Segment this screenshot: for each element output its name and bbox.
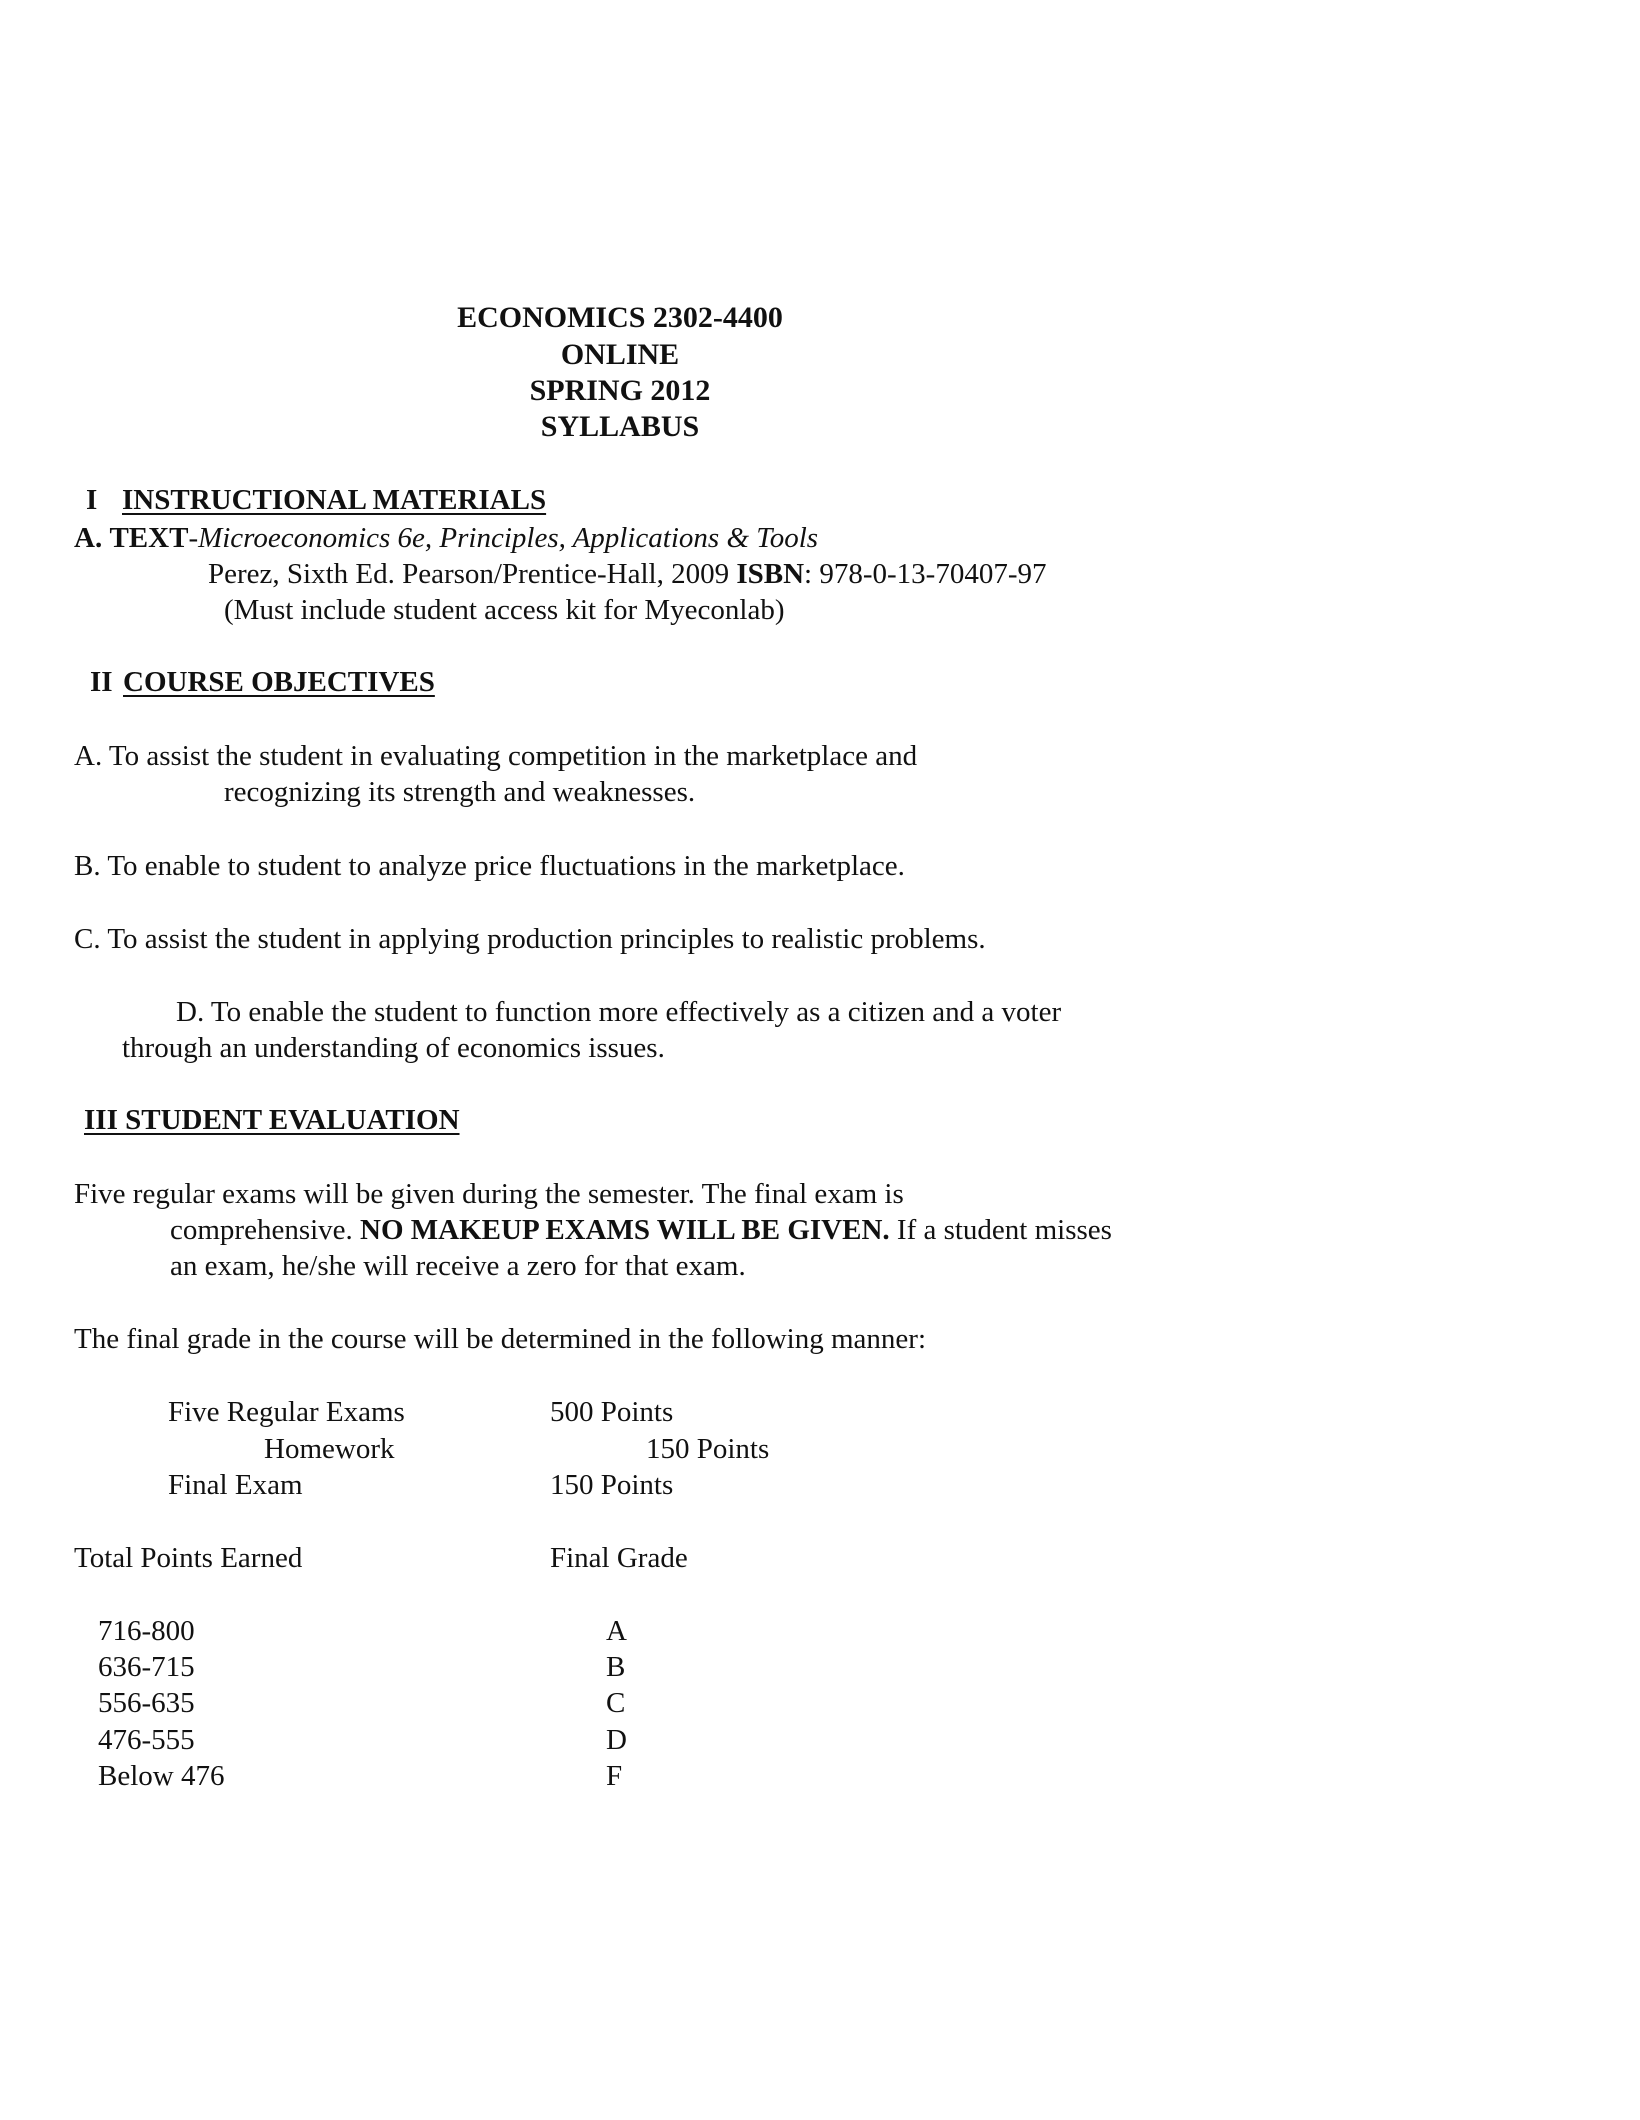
objective-a-line2: recognizing its strength and weaknesses. (224, 776, 696, 808)
scale-header-points: Total Points Earned (74, 1542, 303, 1574)
textbook-line (74, 520, 818, 556)
scale-grade: F (606, 1760, 623, 1792)
textbook-item-label: A. (74, 522, 103, 554)
section-1-numeral: I (86, 484, 98, 516)
scale-range: 556-635 (98, 1687, 195, 1719)
section-3-heading: III STUDENT EVALUATION (84, 1104, 460, 1136)
exam-policy-line1: Five regular exams will be given during the semester. The final exam is (74, 1178, 904, 1210)
course-title: ECONOMICS 2302-4400 (457, 301, 783, 334)
scale-grade: D (606, 1724, 627, 1756)
scale-grade: B (606, 1651, 626, 1683)
exam-policy-line3: an exam, he/she will receive a zero for that exam. (170, 1250, 746, 1282)
scale-range: Below 476 (98, 1760, 225, 1792)
isbn-label: ISBN (736, 558, 805, 590)
component-name: Final Exam (168, 1469, 303, 1501)
exam-policy-text-a: comprehensive. (170, 1214, 361, 1246)
exam-policy-line2 (170, 1212, 1112, 1248)
objective-d-line1: D. To enable the student to function more effectively as a citizen and a voter (176, 996, 1062, 1028)
component-name: Five Regular Exams (168, 1396, 405, 1428)
section-1-heading: INSTRUCTIONAL MATERIALS (122, 484, 547, 516)
isbn-value: : 978-0-13-70407-97 (804, 558, 1047, 590)
objective-a-line1: A. To assist the student in evaluating competition in the marketplace and (74, 740, 918, 772)
scale-grade: A (606, 1615, 627, 1647)
course-term: SPRING 2012 (529, 374, 711, 407)
section-2-numeral: II (90, 666, 113, 698)
access-kit-note: (Must include student access kit for Myeconlab) (224, 594, 785, 626)
component-points: 150 Points (646, 1433, 770, 1465)
scale-grade: C (606, 1687, 626, 1719)
document-type: SYLLABUS (540, 410, 700, 443)
no-makeup-notice: NO MAKEUP EXAMS WILL BE GIVEN. (360, 1214, 890, 1246)
scale-range: 636-715 (98, 1651, 195, 1683)
course-format: ONLINE (560, 338, 680, 371)
textbook-author: Perez, Sixth Ed. Pearson/Prentice-Hall, 2009 (208, 558, 730, 590)
scale-header-grade: Final Grade (550, 1542, 688, 1574)
scale-range: 716-800 (98, 1615, 195, 1647)
grading-intro: The final grade in the course will be determined in the following manner: (74, 1323, 927, 1355)
textbook-publication-line (208, 556, 1046, 592)
objective-c: C. To assist the student in applying production principles to realistic problems. (74, 923, 986, 955)
component-points: 500 Points (550, 1396, 674, 1428)
objective-d-line2: through an understanding of economics issues. (122, 1032, 665, 1064)
component-name: Homework (264, 1433, 395, 1465)
textbook-text-label: TEXT (109, 522, 189, 554)
section-2-heading: COURSE OBJECTIVES (123, 666, 435, 698)
component-points: 150 Points (550, 1469, 674, 1501)
objective-b: B. To enable to student to analyze price fluctuations in the marketplace. (74, 850, 905, 882)
textbook-title: -Microeconomics 6e, Principles, Applications & Tools (188, 522, 819, 554)
exam-policy-text-b: If a student misses (889, 1214, 1112, 1246)
scale-range: 476-555 (98, 1724, 195, 1756)
